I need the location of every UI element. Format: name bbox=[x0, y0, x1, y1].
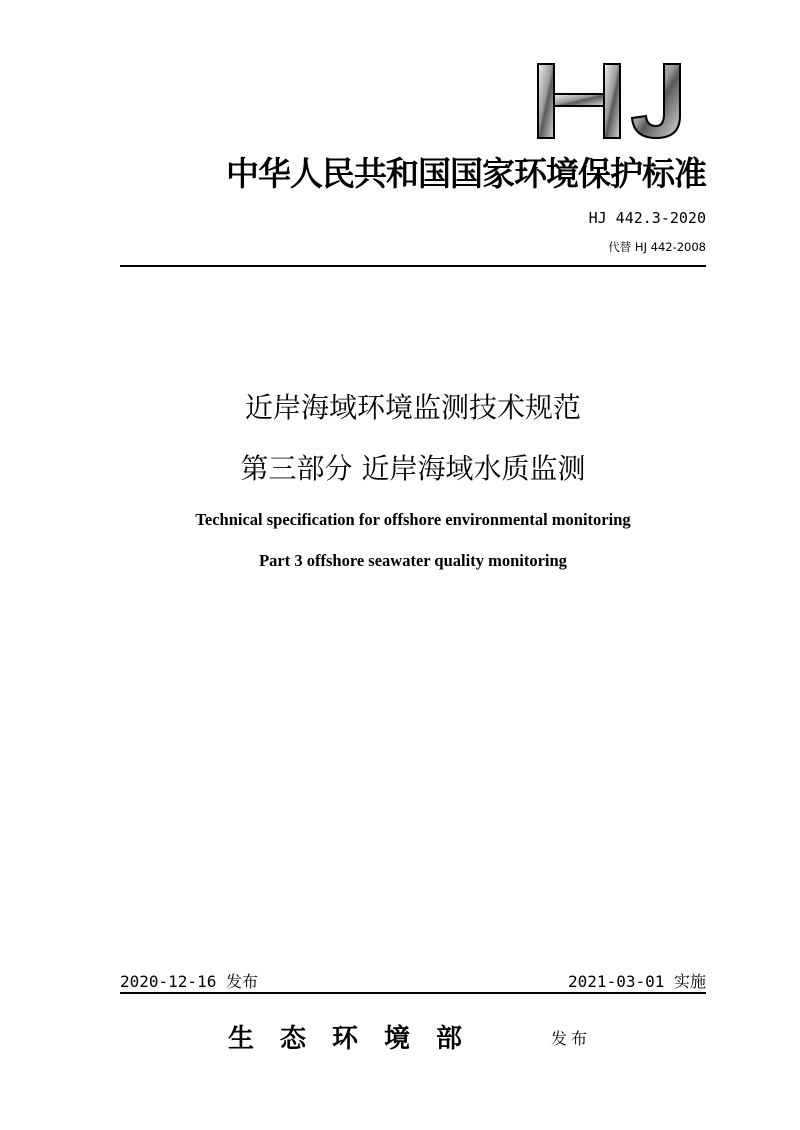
issuing-authority-suffix: 发布 bbox=[551, 1029, 592, 1048]
english-title-line-1: Technical specification for offshore environmental monitoring bbox=[195, 510, 631, 529]
chinese-title-line-1: 近岸海域环境监测技术规范 bbox=[244, 391, 581, 424]
replaces-standard: 代替 HJ 442-2008 bbox=[608, 240, 706, 254]
implementation-date: 2021-03-01 实施 bbox=[568, 972, 706, 991]
standard-title: 中华人民共和国国家环境保护标准 bbox=[226, 154, 706, 193]
header-divider bbox=[120, 265, 706, 267]
issue-date: 2020-12-16 发布 bbox=[120, 972, 258, 991]
english-title-line-2: Part 3 offshore seawater quality monitoring bbox=[259, 551, 567, 570]
hj-logo bbox=[536, 62, 686, 140]
logo-letter-h bbox=[538, 64, 620, 138]
logo-letter-j bbox=[632, 64, 680, 138]
chinese-title-line-2: 第三部分 近岸海域水质监测 bbox=[240, 452, 586, 485]
footer-divider bbox=[120, 992, 706, 994]
issuing-authority: 生态环境部 bbox=[228, 1024, 489, 1054]
standard-code: HJ 442.3-2020 bbox=[588, 209, 706, 227]
